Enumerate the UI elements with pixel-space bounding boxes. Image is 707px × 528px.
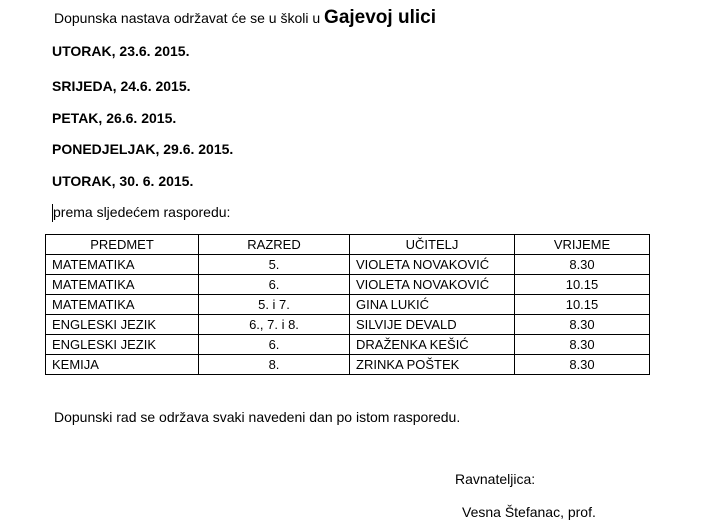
- header-razred: RAZRED: [199, 235, 350, 255]
- schedule-table: [45, 234, 650, 375]
- cell-subject: ENGLESKI JEZIK: [46, 315, 199, 335]
- cell-teacher: ZRINKA POŠTEK: [350, 355, 515, 375]
- intro-location: Gajevoj ulici: [324, 7, 436, 28]
- table-row: [46, 295, 650, 315]
- cell-teacher: SILVIJE DEVALD: [350, 315, 515, 335]
- date-line: UTORAK, 23.6. 2015.: [52, 43, 190, 59]
- cell-time: 8.30: [515, 315, 650, 335]
- table-row: [46, 275, 650, 295]
- date-line: SRIJEDA, 24.6. 2015.: [52, 78, 191, 94]
- signature-title: Ravnateljica:: [455, 471, 536, 487]
- cell-time: 10.15: [515, 295, 650, 315]
- cell-grade: 6., 7. i 8.: [199, 315, 350, 335]
- intro-line: [54, 8, 436, 28]
- cell-grade: 6.: [199, 335, 350, 355]
- cell-time: 8.30: [515, 335, 650, 355]
- cell-time: 8.30: [515, 355, 650, 375]
- header-vrijeme: VRIJEME: [515, 235, 650, 255]
- cell-teacher: GINA LUKIĆ: [350, 295, 515, 315]
- table-header-row: [46, 235, 650, 255]
- cell-teacher: VIOLETA NOVAKOVIĆ: [350, 275, 515, 295]
- table-row: [46, 315, 650, 335]
- intro-text: Dopunska nastava održavat će se u školi u: [54, 10, 321, 26]
- cell-subject: KEMIJA: [46, 355, 199, 375]
- cell-subject: ENGLESKI JEZIK: [46, 335, 199, 355]
- footer-note: Dopunski rad se održava svaki navedeni dan po istom rasporedu.: [54, 409, 461, 425]
- cell-subject: MATEMATIKA: [46, 295, 199, 315]
- table-row: [46, 355, 650, 375]
- header-predmet: PREDMET: [46, 235, 199, 255]
- schedule-intro: prema sljedećem rasporedu:: [53, 204, 231, 220]
- date-line: PETAK, 26.6. 2015.: [52, 110, 177, 126]
- cell-subject: MATEMATIKA: [46, 275, 199, 295]
- cell-time: 8.30: [515, 255, 650, 275]
- cell-teacher: DRAŽENKA KEŠIĆ: [350, 335, 515, 355]
- cell-teacher: VIOLETA NOVAKOVIĆ: [350, 255, 515, 275]
- signature-name: Vesna Štefanac, prof.: [462, 504, 596, 520]
- cell-time: 10.15: [515, 275, 650, 295]
- cell-grade: 5.: [199, 255, 350, 275]
- table-row: [46, 335, 650, 355]
- cell-subject: MATEMATIKA: [46, 255, 199, 275]
- date-line: UTORAK, 30. 6. 2015.: [52, 173, 194, 189]
- cell-grade: 8.: [199, 355, 350, 375]
- date-line: PONEDJELJAK, 29.6. 2015.: [52, 141, 234, 157]
- cell-grade: 5. i 7.: [199, 295, 350, 315]
- header-ucitelj: UČITELJ: [350, 235, 515, 255]
- cell-grade: 6.: [199, 275, 350, 295]
- table-row: [46, 255, 650, 275]
